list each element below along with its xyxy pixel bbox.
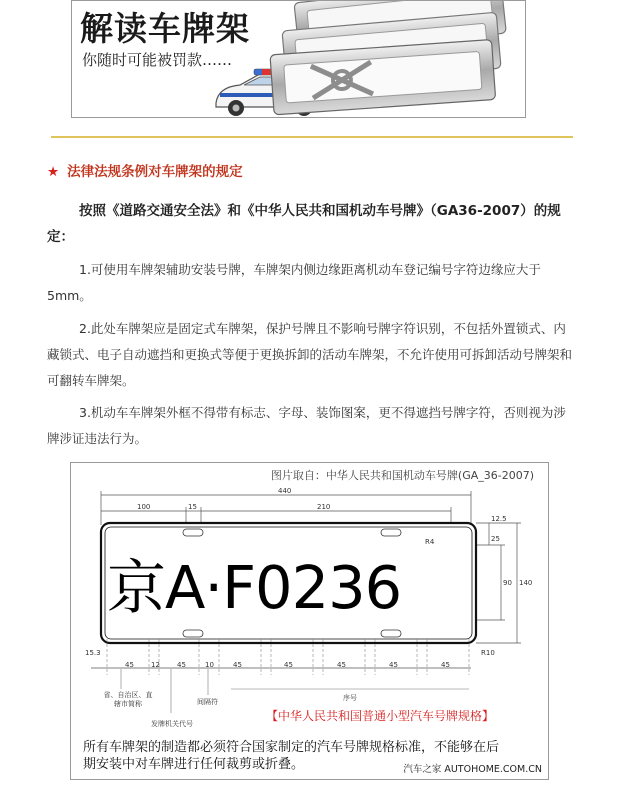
dim-45: 45: [284, 661, 293, 669]
banner-subtitle: 你随时可能被罚款……: [82, 51, 233, 69]
figure-caption-red: 【中华人民共和国普通小型汽车号牌规格】: [266, 709, 495, 723]
dim-r10: R10: [481, 649, 495, 657]
section-divider: [51, 136, 573, 138]
plate-spec-figure: [70, 462, 549, 780]
section-heading: [47, 160, 243, 180]
dim-140: 140: [519, 579, 533, 587]
dim-45: 45: [389, 661, 398, 669]
dim-25: 25: [491, 535, 500, 543]
plate-frame-icon: [206, 1, 526, 117]
dim-15: 15: [188, 503, 197, 511]
dim-210: 210: [317, 503, 331, 511]
banner-image: [71, 0, 526, 118]
section-heading-text: 法律法规条例对车牌架的规定: [67, 164, 243, 180]
rule-3-paragraph: 3.机动车车牌架外框不得带有标志、字母、装饰图案，更不得遮挡号牌字符，否则视为涉牌涉证违法行为。: [47, 405, 566, 446]
dim-12-5: 12.5: [491, 515, 507, 523]
rule-1-paragraph: 1.可使用车牌架辅助安装号牌，车牌架内侧边缘距离机动车登记编号字符边缘应大于5mm。: [47, 262, 541, 303]
star-icon: ★: [47, 164, 60, 180]
figure-note: 所有车牌架的制造都必须符合国家制定的汽车号牌规格标准，不能够在后期安装中对车牌进行任何裁剪或折叠。: [83, 740, 500, 772]
rule-2-paragraph: 2.此处车牌架应是固定式车牌架，保护号牌且不影响号牌字符识别，不包括外置锁式、内藏锁式、电子自动遮挡和更换式等便于更换拆卸的活动车牌架，不允许使用可拆卸活动号牌架和可翻转车牌架。: [47, 321, 573, 388]
label-separator: 间隔符: [197, 698, 218, 706]
label-serial: 序号: [343, 694, 357, 702]
label-issuer: 发牌机关代号: [151, 720, 193, 728]
dim-10: 10: [205, 661, 214, 669]
dim-12: 12: [151, 661, 160, 669]
dim-100: 100: [137, 503, 151, 511]
intro-paragraph: 按照《道路交通安全法》和《中华人民共和国机动车号牌》（GA36-2007）的规定：: [47, 203, 561, 245]
banner-title: 解读车牌架: [80, 9, 250, 48]
dim-15-3: 15.3: [85, 649, 101, 657]
dim-45: 45: [337, 661, 346, 669]
dim-45: 45: [125, 661, 134, 669]
dim-45: 45: [233, 661, 242, 669]
dim-45: 45: [441, 661, 450, 669]
dim-90: 90: [503, 579, 512, 587]
label-province: 省、自治区、直辖市简称: [103, 691, 153, 708]
dim-45: 45: [177, 661, 186, 669]
dim-440: 440: [278, 487, 292, 495]
figure-watermark: 汽车之家 AUTOHOME.COM.CN: [403, 764, 542, 775]
plate-characters: 京A·F0236: [107, 553, 402, 622]
figure-source: 图片取自：中华人民共和国机动车号牌(GA_36-2007): [270, 469, 534, 482]
dim-r4: R4: [425, 538, 435, 546]
